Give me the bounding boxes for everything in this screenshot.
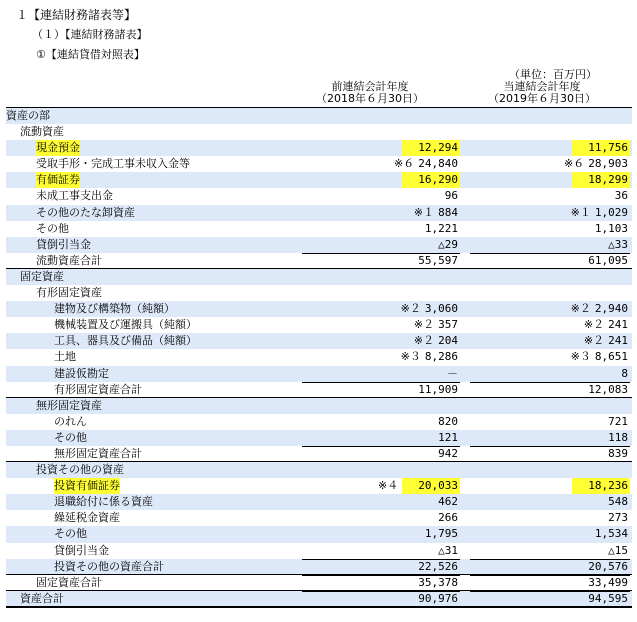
value-cell-prev bbox=[296, 510, 460, 526]
footnote-mark: ※２ bbox=[413, 318, 435, 332]
value-text: 1,795 bbox=[424, 527, 458, 541]
row-label: 有形固定資産合計 bbox=[54, 382, 142, 396]
value-text: 18,236 bbox=[572, 478, 630, 494]
value-text: 3,060 bbox=[424, 302, 458, 316]
footnote-mark: ※４ bbox=[378, 479, 399, 493]
value-cell-curr bbox=[464, 285, 630, 301]
value-cell-prev bbox=[296, 285, 460, 301]
table-row bbox=[6, 575, 632, 591]
table-row bbox=[6, 221, 632, 237]
value-cell-prev bbox=[296, 124, 460, 140]
value-cell-curr bbox=[464, 140, 630, 156]
value-text: △33 bbox=[608, 237, 628, 251]
value-text: 241 bbox=[608, 334, 628, 348]
value-cell-prev bbox=[296, 382, 460, 398]
value-cell-curr bbox=[464, 430, 630, 446]
table-row bbox=[6, 333, 632, 349]
row-label: 貸倒引当金 bbox=[36, 237, 91, 251]
value-text: 11,756 bbox=[572, 140, 630, 156]
value-cell-prev bbox=[296, 269, 460, 285]
row-label: 建設仮勘定 bbox=[54, 366, 109, 380]
value-cell-curr bbox=[464, 317, 630, 333]
value-cell-prev bbox=[296, 366, 460, 382]
value-text: 357 bbox=[438, 318, 458, 332]
value-text: － bbox=[447, 366, 458, 380]
value-text: △15 bbox=[608, 543, 628, 557]
table-row bbox=[6, 108, 632, 124]
table-row bbox=[6, 172, 632, 188]
footnote-mark: ※２ bbox=[583, 334, 605, 348]
value-cell-curr bbox=[464, 510, 630, 526]
value-cell-curr bbox=[464, 366, 630, 382]
value-cell-prev bbox=[296, 526, 460, 542]
value-cell-curr bbox=[464, 575, 630, 591]
table-row bbox=[6, 317, 632, 333]
row-label: 投資その他の資産 bbox=[36, 463, 124, 477]
row-label: 有形固定資産 bbox=[36, 286, 102, 300]
subsection-heading: （１）【連結財務諸表】 bbox=[32, 28, 148, 41]
table-row bbox=[6, 205, 632, 221]
value-cell-curr bbox=[464, 333, 630, 349]
value-text: 16,290 bbox=[402, 172, 460, 188]
row-label: 固定資産 bbox=[20, 269, 64, 283]
column-header-curr-year bbox=[472, 81, 612, 105]
value-text: 18,299 bbox=[572, 172, 630, 188]
value-cell-prev bbox=[296, 398, 460, 414]
table-body bbox=[6, 108, 632, 608]
value-cell-prev bbox=[296, 559, 460, 575]
table-row bbox=[6, 494, 632, 510]
table-row bbox=[6, 124, 632, 140]
value-cell-curr bbox=[464, 414, 630, 430]
value-text: 12,083 bbox=[588, 382, 628, 396]
value-text: 266 bbox=[438, 511, 458, 525]
value-text: 35,378 bbox=[418, 575, 458, 589]
table-row bbox=[6, 253, 632, 269]
row-label: その他 bbox=[36, 221, 69, 235]
value-cell-prev bbox=[296, 237, 460, 253]
value-cell-curr bbox=[464, 269, 630, 285]
value-cell-prev bbox=[296, 301, 460, 317]
value-cell-prev bbox=[296, 462, 460, 478]
value-text: 204 bbox=[438, 334, 458, 348]
row-label: のれん bbox=[54, 414, 87, 428]
value-text: 36 bbox=[614, 189, 628, 203]
row-label: 無形固定資産 bbox=[36, 398, 102, 412]
table-row bbox=[6, 349, 632, 365]
section-heading: １【連結財務諸表等】 bbox=[16, 8, 137, 22]
column-header-curr-date: （2019年６月30日） bbox=[488, 92, 596, 105]
row-label: 投資その他の資産合計 bbox=[54, 559, 164, 573]
table-row bbox=[6, 526, 632, 542]
value-text: 1,103 bbox=[594, 221, 628, 235]
value-text: 548 bbox=[608, 495, 628, 509]
value-text: 8,651 bbox=[594, 350, 628, 364]
value-text: △29 bbox=[438, 237, 458, 251]
value-text: 118 bbox=[608, 430, 628, 444]
row-label: 建物及び構築物（純額） bbox=[54, 302, 175, 316]
column-header-prev-title: 前連結会計年度 bbox=[331, 80, 409, 93]
row-label: 退職給付に係る資産 bbox=[54, 495, 153, 509]
table-row bbox=[6, 285, 632, 301]
row-label: 現金預金 bbox=[36, 141, 80, 155]
value-text: 8 bbox=[621, 366, 628, 380]
row-label: 工具、器具及び備品（純額） bbox=[54, 334, 197, 348]
row-label: 未成工事支出金 bbox=[36, 189, 113, 203]
value-cell-curr bbox=[464, 124, 630, 140]
footnote-mark: ※２ bbox=[413, 334, 435, 348]
value-cell-curr bbox=[464, 494, 630, 510]
row-label: 流動資産合計 bbox=[36, 253, 102, 267]
row-label: その他 bbox=[54, 430, 87, 444]
value-text: 942 bbox=[438, 446, 458, 460]
value-cell-curr bbox=[464, 205, 630, 221]
value-cell-prev bbox=[296, 430, 460, 446]
value-text: 2,940 bbox=[594, 302, 628, 316]
value-cell-curr bbox=[464, 462, 630, 478]
row-label: 繰延税金資産 bbox=[54, 511, 120, 525]
value-text: 884 bbox=[438, 205, 458, 219]
value-text: 820 bbox=[438, 414, 458, 428]
value-text: 8,286 bbox=[424, 350, 458, 364]
value-cell-prev bbox=[296, 317, 460, 333]
value-text: 1,029 bbox=[594, 205, 628, 219]
row-label: 資産の部 bbox=[6, 109, 50, 122]
footnote-mark: ※２ bbox=[400, 302, 421, 316]
balance-sheet-table bbox=[6, 80, 632, 608]
value-cell-prev bbox=[296, 446, 460, 462]
value-text: 12,294 bbox=[402, 140, 460, 156]
value-cell-prev bbox=[296, 253, 460, 269]
table-row bbox=[6, 366, 632, 382]
row-label: その他のたな卸資産 bbox=[36, 205, 135, 219]
row-label: 投資有価証券 bbox=[54, 479, 120, 493]
value-cell-prev bbox=[296, 575, 460, 591]
value-cell-curr bbox=[464, 543, 630, 559]
value-text: 94,595 bbox=[588, 591, 628, 605]
footnote-mark: ※６ bbox=[394, 157, 415, 171]
table-row bbox=[6, 446, 632, 462]
table-row bbox=[6, 510, 632, 526]
table-row bbox=[6, 591, 632, 608]
statement-title: ①【連結貸借対照表】 bbox=[36, 48, 145, 61]
value-text: 90,976 bbox=[418, 591, 458, 605]
row-label: 有価証券 bbox=[36, 173, 80, 187]
row-label: 資産合計 bbox=[20, 591, 64, 605]
value-text: 11,909 bbox=[418, 382, 458, 396]
value-text: 462 bbox=[438, 495, 458, 509]
value-text: 273 bbox=[608, 511, 628, 525]
value-text: 61,095 bbox=[588, 253, 628, 267]
value-cell-curr bbox=[464, 559, 630, 575]
footnote-mark: ※１ bbox=[570, 205, 591, 219]
value-text: 721 bbox=[608, 414, 628, 428]
value-text: 20,576 bbox=[588, 559, 628, 573]
value-cell-prev bbox=[296, 333, 460, 349]
table-row bbox=[6, 301, 632, 317]
value-cell-curr bbox=[464, 253, 630, 269]
footnote-mark: ※３ bbox=[400, 350, 421, 364]
value-cell-prev bbox=[296, 414, 460, 430]
value-cell-prev bbox=[296, 591, 460, 607]
footnote-mark: ※６ bbox=[564, 157, 585, 171]
footnote-mark: ※１ bbox=[413, 205, 435, 219]
value-text: 96 bbox=[444, 189, 458, 203]
value-cell-curr bbox=[464, 237, 630, 253]
value-cell-curr bbox=[464, 221, 630, 237]
footnote-mark: ※２ bbox=[570, 302, 591, 316]
value-cell-curr bbox=[464, 382, 630, 398]
row-label: 貸倒引当金 bbox=[54, 543, 109, 557]
value-cell-curr bbox=[464, 156, 630, 172]
value-cell-prev bbox=[296, 156, 460, 172]
row-label: その他 bbox=[54, 527, 87, 541]
value-cell-curr bbox=[464, 398, 630, 414]
value-cell-curr bbox=[464, 301, 630, 317]
value-text: 20,033 bbox=[402, 478, 460, 494]
value-cell-curr bbox=[464, 108, 630, 124]
value-cell-prev bbox=[296, 188, 460, 204]
value-text: 839 bbox=[608, 446, 628, 460]
column-header-row bbox=[6, 80, 632, 108]
row-label: 流動資産 bbox=[20, 125, 64, 139]
value-cell-prev bbox=[296, 494, 460, 510]
value-text: 28,903 bbox=[588, 157, 628, 171]
table-row bbox=[6, 478, 632, 494]
table-row bbox=[6, 398, 632, 414]
value-cell-prev bbox=[296, 172, 460, 188]
table-row bbox=[6, 414, 632, 430]
value-cell-curr bbox=[464, 591, 630, 607]
value-text: 33,499 bbox=[588, 575, 628, 589]
footnote-mark: ※３ bbox=[570, 350, 591, 364]
value-text: 241 bbox=[608, 318, 628, 332]
table-row bbox=[6, 140, 632, 156]
value-text: 1,221 bbox=[424, 221, 458, 235]
value-cell-curr bbox=[464, 172, 630, 188]
value-text: 1,534 bbox=[594, 527, 628, 541]
value-text: 55,597 bbox=[418, 253, 458, 267]
footnote-mark: ※２ bbox=[583, 318, 605, 332]
table-row bbox=[6, 156, 632, 172]
table-row bbox=[6, 188, 632, 204]
value-text: 22,526 bbox=[418, 559, 458, 573]
value-cell-curr bbox=[464, 526, 630, 542]
column-header-curr-title: 当連結会計年度 bbox=[503, 80, 581, 93]
column-header-prev-year bbox=[300, 81, 440, 105]
value-cell-prev bbox=[296, 108, 460, 124]
unit-label: （単位：百万円） bbox=[509, 68, 597, 81]
row-label: 無形固定資産合計 bbox=[54, 446, 142, 460]
value-cell-curr bbox=[464, 478, 630, 494]
value-cell-prev bbox=[296, 478, 460, 494]
value-cell-prev bbox=[296, 140, 460, 156]
value-text: 24,840 bbox=[418, 157, 458, 171]
value-cell-prev bbox=[296, 543, 460, 559]
table-row bbox=[6, 462, 632, 478]
table-row bbox=[6, 543, 632, 559]
table-row bbox=[6, 269, 632, 285]
value-cell-curr bbox=[464, 349, 630, 365]
row-label: 固定資産合計 bbox=[36, 575, 102, 589]
value-cell-prev bbox=[296, 221, 460, 237]
value-cell-curr bbox=[464, 188, 630, 204]
table-row bbox=[6, 382, 632, 398]
table-row bbox=[6, 430, 632, 446]
row-label: 受取手形・完成工事未収入金等 bbox=[36, 157, 190, 171]
column-header-prev-date: （2018年６月30日） bbox=[316, 92, 424, 105]
value-cell-curr bbox=[464, 446, 630, 462]
value-text: △31 bbox=[438, 543, 458, 557]
row-label: 機械装置及び運搬具（純額） bbox=[54, 318, 197, 332]
table-row bbox=[6, 559, 632, 575]
value-text: 121 bbox=[438, 430, 458, 444]
value-cell-prev bbox=[296, 205, 460, 221]
value-cell-prev bbox=[296, 349, 460, 365]
table-row bbox=[6, 237, 632, 253]
row-label: 土地 bbox=[54, 350, 76, 364]
